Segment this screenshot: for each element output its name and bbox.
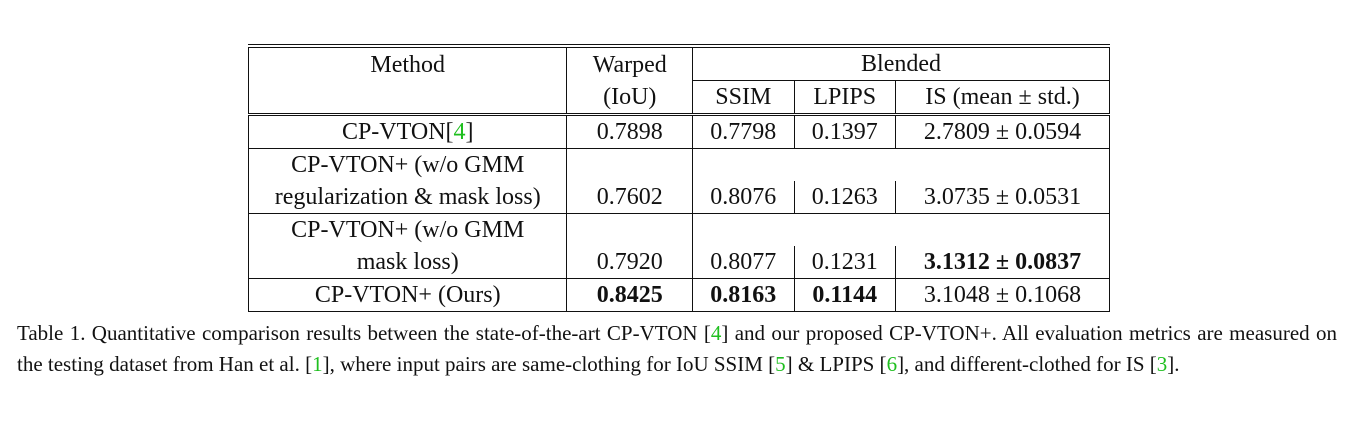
row2-method-line2: regularization & mask loss) [249, 181, 567, 214]
row1-method: CP-VTON[4] [249, 115, 567, 149]
row4-ssim: 0.8163 [693, 279, 794, 312]
row2-ssim: 0.8076 [693, 181, 794, 214]
header-warped: Warped [567, 48, 693, 81]
row3-ssim: 0.8077 [693, 246, 794, 279]
row2-lpips: 0.1263 [794, 181, 895, 214]
table-row [249, 181, 1110, 214]
citation-link[interactable]: 4 [453, 119, 466, 145]
row3-method-line1: CP-VTON+ (w/o GMM [249, 214, 567, 247]
row1-ssim: 0.7798 [693, 115, 794, 149]
header-ssim: SSIM [693, 81, 794, 115]
citation-link[interactable]: 3 [1156, 352, 1168, 376]
row3-method-line2: mask loss) [249, 246, 567, 279]
table-row [249, 115, 1110, 149]
citation-link[interactable]: 6 [886, 352, 898, 376]
header-row-1 [249, 48, 1110, 81]
table-row [249, 214, 1110, 247]
citation-link[interactable]: 5 [775, 352, 786, 376]
table-top-rule [248, 44, 1110, 45]
header-row-2 [249, 81, 1110, 115]
row3-ssim-spacer [693, 214, 794, 247]
row4-warped: 0.8425 [567, 279, 693, 312]
header-is: IS (mean ± std.) [895, 81, 1109, 115]
header-blended: Blended [693, 48, 1110, 81]
row2-warped-spacer [567, 149, 693, 182]
row3-warped-spacer [567, 214, 693, 247]
header-method: Method [249, 48, 567, 81]
row4-method: CP-VTON+ (Ours) [249, 279, 567, 312]
row2-is-spacer [895, 149, 1109, 182]
row1-warped: 0.7898 [567, 115, 693, 149]
header-warped-unit: (IoU) [567, 81, 693, 115]
row3-lpips-spacer [794, 214, 895, 247]
citation-link[interactable]: 1 [312, 352, 323, 376]
header-method-spacer [249, 81, 567, 115]
row2-lpips-spacer [794, 149, 895, 182]
row3-warped: 0.7920 [567, 246, 693, 279]
table-caption: Table 1. Quantitative comparison results between the state-of-the-art CP-VTON [4] and our proposed CP-VTON+. All evaluation metrics are measured on the testing dataset from Han et al. [1], where input pairs are same-clothing for IoU SSIM [5] & LPIPS [6], and different-clothed for IS [3]. [17, 321, 1338, 376]
row2-warped: 0.7602 [567, 181, 693, 214]
results-table-container [248, 44, 1110, 312]
row2-is: 3.0735 ± 0.0531 [895, 181, 1109, 214]
row1-lpips: 0.1397 [794, 115, 895, 149]
citation-link[interactable]: 4 [710, 321, 722, 345]
row4-is: 3.1048 ± 0.1068 [895, 279, 1109, 312]
row2-ssim-spacer [693, 149, 794, 182]
row3-is-spacer [895, 214, 1109, 247]
table-row [249, 246, 1110, 279]
row3-lpips: 0.1231 [794, 246, 895, 279]
row3-is: 3.1312 ± 0.0837 [895, 246, 1109, 279]
table-row [249, 279, 1110, 312]
header-lpips: LPIPS [794, 81, 895, 115]
row1-is: 2.7809 ± 0.0594 [895, 115, 1109, 149]
row2-method-line1: CP-VTON+ (w/o GMM [249, 149, 567, 182]
results-table [248, 47, 1110, 312]
row4-lpips: 0.1144 [794, 279, 895, 312]
table-row [249, 149, 1110, 182]
